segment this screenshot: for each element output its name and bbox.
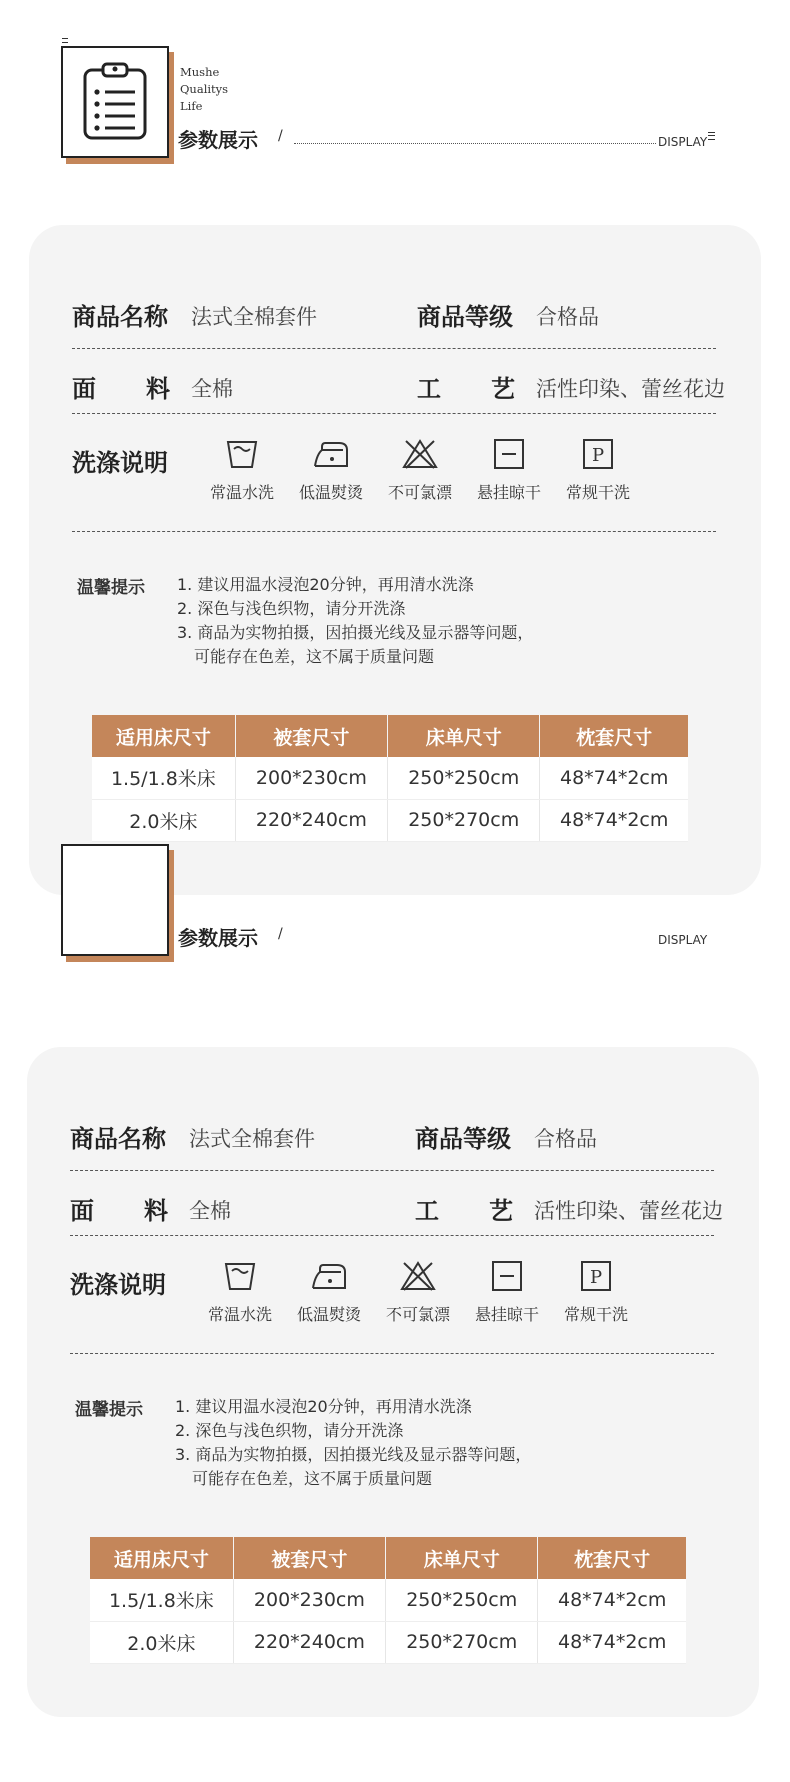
craft-value: 活性印染、蕾丝花边 (534, 1199, 723, 1223)
dry-clean-p-icon (582, 438, 614, 470)
hang-dry-icon (493, 438, 525, 470)
craft-label-char: 艺 (491, 375, 515, 403)
table-cell: 250*270cm (386, 1621, 538, 1663)
table-row (92, 799, 688, 841)
tip-line: 1. 建议用温水浸泡20分钟，再用清水洗涤 (175, 1397, 472, 1416)
brand-line: Life (180, 99, 203, 113)
table-cell: 200*230cm (233, 1579, 385, 1621)
brand-text (180, 64, 228, 115)
tips-list (177, 573, 533, 669)
section-title: 参数展示 (178, 128, 258, 152)
table-cell: 48*74*2cm (540, 799, 688, 841)
craft-label-char: 工 (417, 375, 441, 403)
product-grade-label: 商品等级 (417, 303, 513, 331)
care-item (467, 1260, 547, 1325)
iron-low-icon (311, 438, 351, 470)
table-header: 适用床尺寸 (90, 1537, 233, 1579)
no-bleach-icon (401, 438, 439, 470)
care-item (200, 1260, 280, 1325)
care-label: 不可氯漂 (387, 483, 452, 502)
care-label: 低温熨烫 (298, 483, 363, 502)
parameter-card (27, 1047, 759, 1717)
table-cell: 2.0米床 (92, 799, 235, 841)
svg-text:P: P (591, 445, 605, 466)
dashed-divider (72, 413, 716, 414)
fabric-value: 全棉 (189, 1199, 231, 1223)
dashed-divider (70, 1235, 714, 1236)
title-slash: / (278, 926, 283, 942)
dashed-divider (70, 1170, 714, 1171)
craft-label-char: 工 (415, 1197, 439, 1225)
table-header: 被套尺寸 (235, 715, 387, 757)
size-table (92, 715, 688, 842)
tips-title: 温馨提示 (75, 1400, 143, 1420)
dry-clean-p-icon (580, 1260, 612, 1292)
product-grade-value: 合格品 (536, 305, 599, 329)
care-item (380, 438, 460, 503)
tip-line: 2. 深色与浅色织物，请分开洗涤 (175, 1421, 404, 1440)
fabric-label-char: 面 (70, 1197, 94, 1225)
wash-label: 洗涤说明 (72, 449, 168, 477)
table-row (90, 1579, 686, 1621)
dotted-divider (294, 143, 656, 144)
fabric-label-char: 料 (146, 375, 170, 403)
table-header: 适用床尺寸 (92, 715, 235, 757)
fabric-label-char: 面 (72, 375, 96, 403)
care-item (378, 1260, 458, 1325)
care-item (558, 438, 638, 503)
care-label: 常规干洗 (563, 1305, 628, 1324)
table-cell: 2.0米床 (90, 1621, 233, 1663)
care-label: 常温水洗 (209, 483, 274, 502)
product-grade-label: 商品等级 (415, 1125, 511, 1153)
table-row (92, 757, 688, 799)
product-name-label: 商品名称 (72, 303, 168, 331)
parameter-card (29, 225, 761, 895)
size-table (90, 1537, 686, 1664)
brand-line: Qualitys (180, 82, 229, 96)
display-label: DISPLAY (658, 135, 708, 149)
section-header (0, 838, 790, 948)
table-header: 枕套尺寸 (538, 1537, 686, 1579)
brand-line: Mushe (180, 65, 220, 79)
craft-label-char: 艺 (489, 1197, 513, 1225)
tip-line: 3. 商品为实物拍摄，因拍摄光线及显示器等问题， (175, 1445, 532, 1464)
table-cell: 250*250cm (386, 1579, 538, 1621)
tip-line: 可能存在色差，这不属于质量问题 (192, 1469, 433, 1488)
care-label: 常规干洗 (565, 483, 630, 502)
care-label: 悬挂晾干 (474, 1305, 539, 1324)
wash-tub-icon (225, 438, 259, 470)
care-label: 低温熨烫 (296, 1305, 361, 1324)
tips-title: 温馨提示 (77, 578, 145, 598)
product-name-label: 商品名称 (70, 1125, 166, 1153)
clipped-header (0, 926, 790, 982)
table-cell: 220*240cm (235, 799, 387, 841)
table-cell: 48*74*2cm (538, 1579, 686, 1621)
tip-line: 2. 深色与浅色织物，请分开洗涤 (177, 599, 406, 618)
title-slash: / (278, 128, 283, 144)
display-label: DISPLAY (658, 933, 708, 947)
clipboard-list-icon (61, 844, 169, 956)
section-header (0, 40, 790, 150)
care-item (556, 1260, 636, 1325)
table-cell: 250*250cm (388, 757, 540, 799)
tips-list (175, 1395, 531, 1491)
table-cell: 48*74*2cm (538, 1621, 686, 1663)
fabric-value: 全棉 (191, 377, 233, 401)
care-item (202, 438, 282, 503)
wash-tub-icon (223, 1260, 257, 1292)
tip-line: 可能存在色差，这不属于质量问题 (194, 647, 435, 666)
table-cell: 200*230cm (235, 757, 387, 799)
table-row (90, 1621, 686, 1663)
no-bleach-icon (399, 1260, 437, 1292)
craft-value: 活性印染、蕾丝花边 (536, 377, 725, 401)
table-cell: 1.5/1.8米床 (90, 1579, 233, 1621)
dashed-divider (72, 531, 716, 532)
wash-label: 洗涤说明 (70, 1271, 166, 1299)
care-item (291, 438, 371, 503)
table-cell: 1.5/1.8米床 (92, 757, 235, 799)
product-name-value: 法式全棉套件 (189, 1127, 315, 1151)
care-item (469, 438, 549, 503)
table-cell: 250*270cm (388, 799, 540, 841)
decor-mark (708, 132, 715, 140)
table-header: 床单尺寸 (386, 1537, 538, 1579)
product-grade-value: 合格品 (534, 1127, 597, 1151)
table-cell: 48*74*2cm (540, 757, 688, 799)
tip-line: 1. 建议用温水浸泡20分钟，再用清水洗涤 (177, 575, 474, 594)
product-name-value: 法式全棉套件 (191, 305, 317, 329)
care-item (289, 1260, 369, 1325)
table-header: 枕套尺寸 (540, 715, 688, 757)
table-header-row (90, 1537, 686, 1579)
dashed-divider (70, 1353, 714, 1354)
care-label: 悬挂晾干 (476, 483, 541, 502)
table-cell: 220*240cm (233, 1621, 385, 1663)
decor-mark (62, 38, 68, 43)
tip-line: 3. 商品为实物拍摄，因拍摄光线及显示器等问题， (177, 623, 534, 642)
table-header: 床单尺寸 (388, 715, 540, 757)
clipboard-list-icon (61, 46, 169, 158)
table-header: 被套尺寸 (233, 1537, 385, 1579)
table-header-row (92, 715, 688, 757)
hang-dry-icon (491, 1260, 523, 1292)
section-title: 参数展示 (178, 926, 258, 950)
dashed-divider (72, 348, 716, 349)
care-label: 不可氯漂 (385, 1305, 450, 1324)
care-label: 常温水洗 (207, 1305, 272, 1324)
svg-text:P: P (589, 1267, 603, 1288)
fabric-label-char: 料 (144, 1197, 168, 1225)
iron-low-icon (309, 1260, 349, 1292)
